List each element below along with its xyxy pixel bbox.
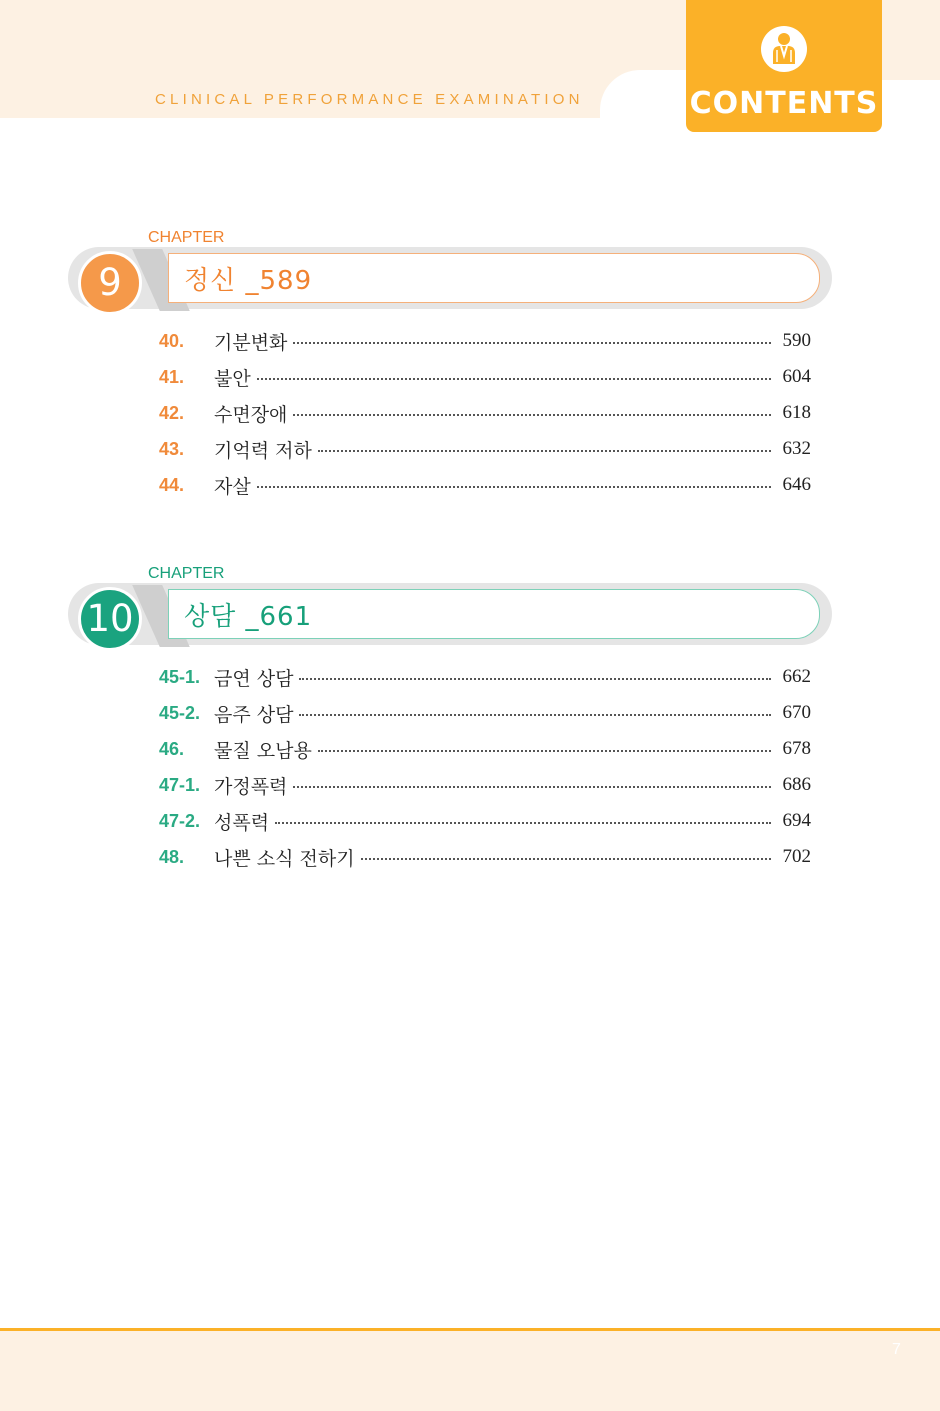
toc-entry-number: 42. <box>159 402 185 423</box>
chapter-label: CHAPTER <box>148 565 225 582</box>
toc-list-chapter-10 <box>159 659 811 875</box>
toc-entry-title: 음주 상담 <box>214 703 294 726</box>
toc-entry-page: 618 <box>782 402 811 423</box>
footer-band <box>0 1331 940 1411</box>
toc-entry-title: 기억력 저하 <box>214 439 312 462</box>
toc-entry[interactable] <box>159 803 811 839</box>
toc-entry-title: 금연 상담 <box>214 667 294 690</box>
dot-leader <box>318 450 771 452</box>
page-number: 7 <box>892 1341 901 1358</box>
chapter-title: 정신 _589 <box>184 266 313 296</box>
toc-entry-number: 46. <box>159 738 185 759</box>
chapter-header-10 <box>68 565 832 645</box>
toc-entry-number: 45-1. <box>159 666 201 687</box>
toc-entry-number: 44. <box>159 474 185 495</box>
dot-leader <box>293 786 771 788</box>
toc-entry[interactable] <box>159 395 811 431</box>
toc-entry-title: 불안 <box>214 367 251 390</box>
toc-entry-page: 670 <box>782 702 811 723</box>
toc-entry[interactable] <box>159 431 811 467</box>
toc-entry-page: 646 <box>782 474 811 495</box>
toc-entry-number: 43. <box>159 438 185 459</box>
dot-leader <box>257 486 771 488</box>
contents-label: CONTENTS <box>689 86 879 121</box>
dot-leader <box>361 858 771 860</box>
dot-leader <box>299 678 771 680</box>
toc-entry-title: 나쁜 소식 전하기 <box>214 847 355 870</box>
toc-entry-page: 590 <box>782 330 811 351</box>
toc-entry-title: 가정폭력 <box>214 775 288 798</box>
toc-entry-number: 41. <box>159 366 185 387</box>
toc-entry-title: 성폭력 <box>214 811 270 834</box>
toc-entry[interactable] <box>159 695 811 731</box>
dot-leader <box>275 822 771 824</box>
toc-entry-number: 47-2. <box>159 810 201 831</box>
toc-entry[interactable] <box>159 839 811 875</box>
toc-entry-page: 678 <box>782 738 811 759</box>
toc-entry[interactable] <box>159 323 811 359</box>
toc-entry-number: 40. <box>159 330 185 351</box>
toc-entry-page: 604 <box>782 366 811 387</box>
running-title: CLINICAL PERFORMANCE EXAMINATION <box>155 91 584 108</box>
dot-leader <box>293 342 771 344</box>
chapter-number-badge: 9 <box>78 251 142 315</box>
toc-entry-number: 48. <box>159 846 185 867</box>
toc-entry-number: 47-1. <box>159 774 201 795</box>
toc-entry[interactable] <box>159 359 811 395</box>
toc-entry-title: 기분변화 <box>214 331 288 354</box>
toc-entry-page: 686 <box>782 774 811 795</box>
toc-entry-page: 694 <box>782 810 811 831</box>
toc-entry[interactable] <box>159 767 811 803</box>
toc-entry-title: 수면장애 <box>214 403 288 426</box>
chapter-header-9 <box>68 229 832 309</box>
header-right-band <box>880 0 940 80</box>
doctor-icon <box>761 26 807 72</box>
contents-tab <box>686 0 882 132</box>
toc-entry[interactable] <box>159 731 811 767</box>
dot-leader <box>299 714 771 716</box>
dot-leader <box>293 414 771 416</box>
toc-entry-number: 45-2. <box>159 702 201 723</box>
toc-entry-page: 662 <box>782 666 811 687</box>
toc-entry-page: 632 <box>782 438 811 459</box>
chapter-label: CHAPTER <box>148 229 225 246</box>
toc-entry-title: 자살 <box>214 475 251 498</box>
chapter-title: 상담 _661 <box>184 602 313 632</box>
dot-leader <box>257 378 771 380</box>
toc-entry[interactable] <box>159 467 811 503</box>
toc-entry-title: 물질 오남용 <box>214 739 312 762</box>
toc-list-chapter-9 <box>159 323 811 503</box>
toc-entry[interactable] <box>159 659 811 695</box>
chapter-number-badge: 10 <box>78 587 142 651</box>
toc-entry-page: 702 <box>782 846 811 867</box>
dot-leader <box>318 750 771 752</box>
